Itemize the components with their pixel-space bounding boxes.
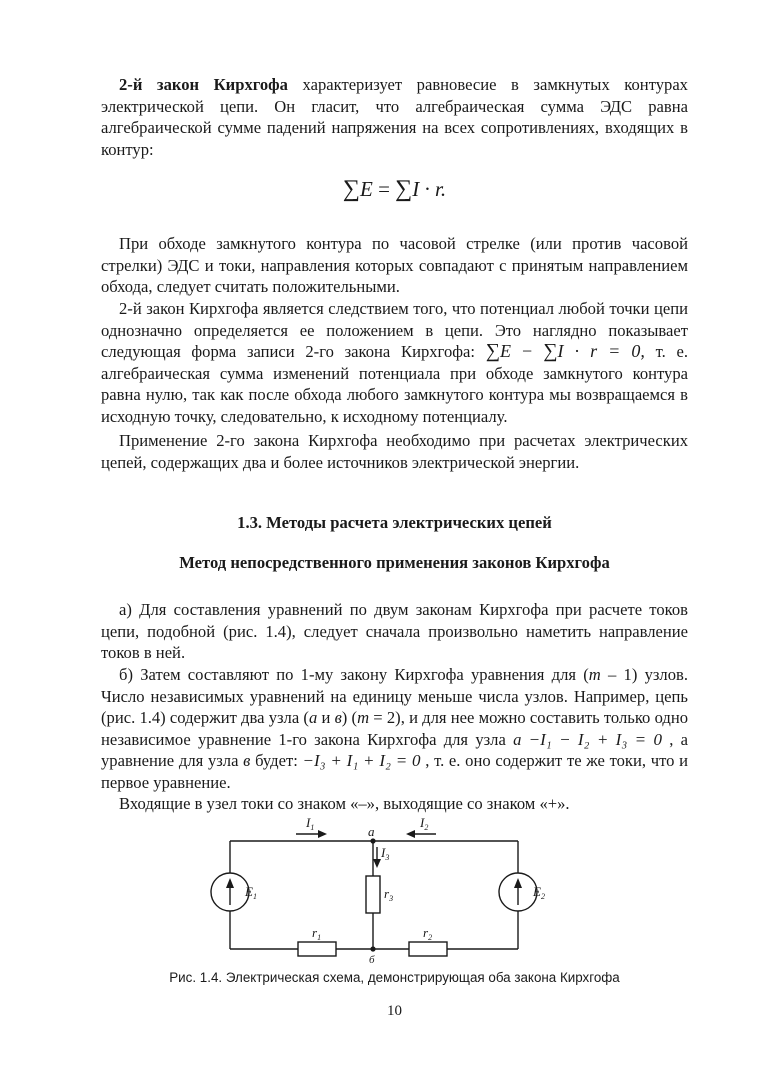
formula-ir-zero: I · r = 0, [557,341,645,361]
section-heading: 1.3. Методы расчета электрических цепей [237,513,552,532]
node-a: a [513,729,522,749]
text: – 1) узлов. Число независимых уравнений на единицу меньше числа узлов. Например, цепь (рис. 1.4) содержит два узла ( [101,665,688,727]
equation-node-b: −I₃ + I₁ + I₂ = 0 [302,751,421,770]
text: и [317,708,335,727]
text: будет: [250,751,303,770]
formula-ir: I · r. [412,177,447,201]
node-b-dot [370,946,375,951]
node-a-dot [370,838,375,843]
formula-equals: = [372,177,396,201]
page-number: 10 [387,1003,402,1019]
label-i2: $I_2$ [420,815,429,832]
formula-e: E [499,341,511,361]
node-b: в [334,708,342,727]
node-b: в [243,751,251,770]
paragraph-text: 2-й закон Кирхгофа является следствием того, что потенциал любой точки цепи однозначно определяется ее положением в цепи. Это наглядно показывает следующая форма записи 2-го закона Кирхгофа: [101,299,688,361]
emf-e1-arrowhead [226,878,234,888]
current-i3-arrowhead [373,859,381,868]
bold-lead-term: 2-й закон Кирхгофа [119,75,288,94]
resistor-r2 [409,942,447,956]
var-m: m [357,708,370,727]
text: б) Затем составляют по 1-му закону Кирхгофа уравнения для ( [119,665,589,684]
label-e1: $E_1$ [245,884,257,901]
text: ) ( [341,708,358,727]
formula-minus: − [510,341,544,361]
text: , а уравнение для узла [101,729,688,770]
paragraph-traversal-direction: При обходе замкнутого контура по часовой стрелке (или против часовой стрелки) ЭДС и токи, направления которых совпадают с принятым направлением обхода, следует считать положительными. [101,234,688,296]
var-m: m [588,665,601,684]
label-e2: $E_2$ [533,884,545,901]
label-i1: $I_1$ [306,815,315,832]
figure-caption: Рис. 1.4. Электрическая схема, демонстрирующая оба закона Кирхгофа [169,970,620,985]
label-r1: $r_1$ [312,925,322,942]
emf-e2-arrowhead [514,878,522,888]
label-node-b: б [369,954,375,966]
paragraph-sign-rule: Входящие в узел токи со знаком «–», выходящие со знаком «+». [119,794,570,813]
label-node-a: a [368,824,375,839]
paragraph-step-a: а) Для составления уравнений по двум законам Кирхгофа при расчете токов цепи, подобной (рис. 1.4), следует сначала произвольно наметить направление токов в ней. [101,600,688,662]
subsection-heading: Метод непосредственного применения законов Кирхгофа [179,553,610,572]
sum-sign: ∑ [342,176,360,202]
paragraph-text: т. е. алгебраическая сумма изменений потенциала при обходе замкнутого контура равна нулю, так как после обхода любого замкнутого контура мы возвращаемся в исходную точку, следовательно, к исходному потенциалу. [101,342,688,426]
label-r3: $r_3$ [384,886,394,903]
label-r2: $r_2$ [423,925,433,942]
current-i1-arrowhead [318,830,327,838]
text: = 2), и для нее можно составить только одно независимое уравнение 1-го закона Кирхгофа для узла [101,708,689,749]
resistor-r3 [366,876,380,913]
formula-e: E [359,177,373,201]
paragraph-text: характеризует равновесие в замкнутых контурах электрической цепи. Он гласит, что алгебраическая сумма ЭДС равна алгебраической сумме падений напряжения на всех сопротивлениях, входящих в контур: [101,75,688,159]
sum-sign: ∑ [543,340,558,362]
text: , т. е. оно содержит те же токи, что и первое уравнение. [101,751,688,792]
sum-sign: ∑ [395,176,413,202]
sum-sign: ∑ [485,340,500,362]
equation-node-a: −I₁ − I₂ + I₃ = 0 [528,729,662,749]
label-i3: $I_3$ [381,845,390,862]
node-a: a [308,708,318,727]
current-i2-arrowhead [406,830,415,838]
resistor-r1 [298,942,336,956]
paragraph-application: Применение 2-го закона Кирхгофа необходимо при расчетах электрических цепей, содержащих два и более источников электрической энергии. [101,431,688,472]
